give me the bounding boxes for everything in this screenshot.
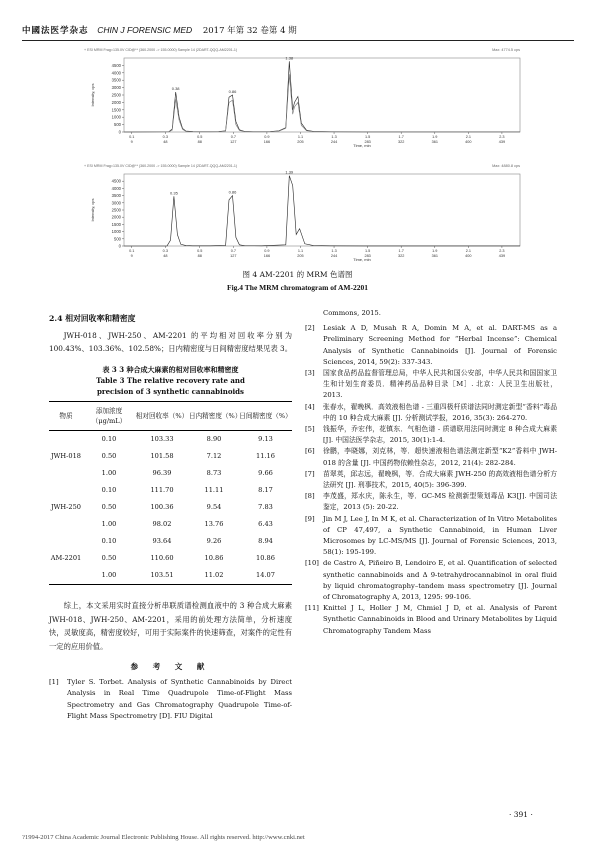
reference-number: [3] (305, 369, 315, 378)
table-cell: 93.64 (152, 536, 172, 545)
table-row (49, 516, 292, 533)
y-tick-label: 4000 (111, 70, 121, 76)
y-tick-label: 3000 (111, 85, 121, 91)
table-header-cell: 物质 (59, 412, 73, 421)
table-cell: 14.07 (256, 570, 275, 579)
plot-frame (124, 174, 520, 246)
table-cell: 98.02 (152, 519, 172, 528)
reference-number: [5] (305, 425, 315, 434)
table-row (49, 465, 292, 482)
x-tick-label-time: 0.9 (264, 135, 270, 139)
reference-item (305, 368, 557, 402)
x-tick-label-time: 0.3 (162, 135, 168, 139)
x-tick-label: 322 (398, 254, 405, 258)
reference-text: 徐鹏，李晓娜，刘克林，等．超快速液相色谱法测定新型“K2”香料中 JWH-018 的含量 [J]. 中国药物依赖性杂志，2012, 21(4): 282-284. (323, 447, 557, 467)
table-cell: 8.17 (258, 485, 273, 494)
table-row (49, 550, 292, 567)
x-tick-label: 322 (398, 140, 405, 144)
table-cell: 13.76 (204, 519, 224, 528)
reference-text: de Castro A, Piñeiro B, Lendoiro E, et al. Quantification of selected synthetic cannabinoids and Δ 9-tetrahydrocannabinol in oral fluid by liquid chromatography–tandem mass spectrometry [J]. Journal of Chromatography A, 2013, 1295: 99-106. (323, 559, 557, 602)
y-tick-label: 1000 (111, 229, 121, 235)
x-tick-label-time: 0.1 (129, 135, 135, 139)
chromatogram-bottom-svg (80, 160, 528, 268)
x-tick-label-time: 2.1 (465, 249, 471, 253)
table-cell: 7.83 (258, 502, 273, 511)
x-tick-label: 48 (163, 140, 168, 144)
table-cell: 100.36 (150, 502, 174, 511)
table-cell: 1.00 (101, 519, 117, 528)
figure-caption-en: Fig.4 The MRM chromatogram of AM-2201 (227, 283, 368, 292)
journal-title-en: CHIN J FORENSIC MED (97, 25, 193, 35)
table-cell: 111.70 (150, 485, 174, 494)
peak-label: 0.86 (228, 189, 237, 195)
x-tick-label: 205 (297, 254, 304, 258)
x-tick-label: 48 (163, 254, 168, 258)
x-tick-label: 166 (263, 254, 271, 258)
reference-item (49, 677, 292, 722)
chart-max-label: Max: 4774.5 cps (492, 48, 520, 52)
reference-item (305, 446, 557, 468)
reference-text: Knittel J L, Holler J M, Chmiel J D, et al. Analysis of Parent Synthetic Cannabinoids in Blood and Urinary Metabolites by Liquid Chromatography Tandem Mass (323, 604, 557, 635)
table-header-row (49, 402, 292, 431)
table-header-cell: 日内精密度（%） (189, 412, 242, 421)
y-tick-label: 3500 (111, 193, 121, 199)
reference-number: [10] (305, 559, 319, 568)
table-cell: 10.86 (256, 553, 275, 562)
x-tick-label-time: 0.9 (264, 249, 270, 253)
section-paragraph: JWH-018、JWH-250、AM-2201 的平均相对回收率分别为 100.43%、103.36%、102.58%；日内精密度与日间精密度结果见表 3。 (49, 330, 292, 354)
table-cell: 0.50 (101, 502, 117, 511)
x-tick-label-time: 0.7 (230, 249, 236, 253)
reference-number: [6] (305, 447, 315, 456)
reference-text: Tyler S. Torbet. Analysis of Synthetic Cannabinoids by Direct Analysis in Real Time Quadrupole Time-of-Flight Mass Spectrometry and Gas Chromatography Quadrupole Time-of-Flight Mass Spectrometry [D]. FIU Digital (67, 678, 292, 720)
table-cell: 110.60 (150, 553, 174, 562)
conclusion-paragraph: 综上，本文采用实时直接分析串联质谱检测血液中的 3 种合成大麻素 JWH-018、JWH-250、AM-2201，采用的前处理方法简单，分析速度快，灵敏度高，精密度较好，可用于实际案件的快速筛查，对案件的定性有一定的应用价值。 (49, 601, 292, 652)
y-tick-label: 1500 (111, 221, 121, 227)
x-tick-label: 205 (297, 140, 304, 144)
table-header-cell: 日间精密度（%） (239, 412, 292, 421)
peak-label: 1.39 (285, 169, 294, 175)
x-tick-label-time: 1.7 (398, 249, 404, 253)
x-tick-label: 283 (364, 254, 371, 258)
table-cell: 96.39 (152, 468, 172, 477)
reference-item (305, 558, 557, 603)
reference-item (305, 424, 557, 446)
table-cell: 11.11 (204, 485, 224, 494)
x-tick-label: 283 (364, 140, 371, 144)
x-tick-label: 88 (197, 140, 202, 144)
x-tick-label: 244 (330, 140, 338, 144)
table-cell: 11.02 (204, 570, 224, 579)
table-cell: 1.00 (101, 570, 117, 579)
right-column (305, 308, 557, 637)
y-tick-label: 2000 (111, 99, 121, 105)
copyright-footer: ?1994-2017 China Academic Journal Electronic Publishing House. All rights reserved. http://www.cnki.net (22, 834, 305, 841)
table-header-cell: 相对回收率（%） (135, 412, 189, 421)
x-tick-label-time: 1.5 (364, 249, 371, 253)
table-cell: 9.26 (206, 536, 222, 545)
y-tick-label: 2500 (111, 207, 121, 213)
x-tick-label-time: 1.7 (398, 135, 404, 139)
y-axis-label: Intensity, cps (90, 83, 95, 107)
reference-number: [11] (305, 604, 319, 613)
reference-text: Commons, 2015. (323, 309, 381, 317)
x-tick-label: 88 (197, 254, 202, 258)
y-tick-label: 4500 (111, 178, 121, 184)
reference-item (305, 402, 557, 424)
substance-name: JWH-018 (51, 451, 81, 460)
table-cell: 8.94 (258, 536, 273, 545)
reference-text: Jin M J, Lee J, In M K, et al. Characterization of In Vitro Metabolites of CP 47,497, a Synthetic Cannabinoid, in Human Liver Microsomes by LC-MS/MS [J]. Journal of Forensic Sciences, 2013, 58(1): 195-199. (323, 514, 557, 557)
chromatogram-bottom (80, 160, 528, 268)
x-tick-label-time: 1.3 (331, 249, 337, 253)
x-tick-label-time: 1.1 (297, 135, 304, 139)
x-tick-label-time: 0.5 (197, 135, 203, 139)
series-line (124, 176, 520, 246)
x-tick-label-time: 2.3 (499, 249, 505, 253)
reference-text: 钱振华，乔宏伟，花镇东．气相色谱 - 质谱联用法同时测定 8 种合成大麻素 [J]. 中国法医学杂志，2015, 30(1):1-4. (323, 425, 557, 445)
reference-text: 苗翠英，邱志远，翟晚枫，等．合成大麻素 JWH-250 的高效液相色谱分析方法研究 [J]. 刑事技术，2015, 40(5): 396-399. (323, 469, 557, 490)
y-tick-label: 2000 (111, 214, 121, 220)
x-tick-label-time: 1.1 (297, 249, 304, 253)
y-tick-label: 3000 (111, 200, 121, 206)
chart-header-text: + ESI MRM Frag=135.0V CID@** (360.2000 -> 155.0000) Sample 14 (2DART-QQQ-AM2201-1) (84, 164, 238, 168)
section-title: 2.4 相对回收率和精密度 (49, 314, 136, 323)
x-tick-label-time: 1.5 (364, 135, 371, 139)
x-tick-label-time: 0.5 (197, 249, 203, 253)
journal-title-cn: 中國法医学杂志 (22, 26, 89, 36)
peak-label: 0.86 (228, 89, 237, 94)
chromatogram-top-svg (80, 44, 528, 154)
x-tick-label-time: 0.1 (129, 249, 135, 253)
x-tick-label: 361 (431, 140, 438, 144)
x-tick-label-time: 2.1 (465, 135, 471, 139)
running-header (22, 24, 574, 40)
plot-frame (124, 58, 520, 132)
table-row (49, 567, 292, 585)
references-title: 参 考 文 献 (130, 661, 211, 671)
reference-item (305, 323, 557, 368)
figure-caption-cn: 图 4 AM-2201 的 MRM 色谱图 (242, 270, 353, 279)
x-tick-label: 9 (130, 254, 133, 258)
y-tick-label: 500 (114, 122, 121, 128)
x-tick-label-time: 1.3 (331, 135, 337, 139)
peak-label: 0.35 (170, 190, 178, 196)
y-axis-label: Intensity, cps (90, 198, 95, 222)
table-cell: 0.10 (101, 434, 117, 443)
table-cell: 9.66 (258, 468, 273, 477)
table-cell: 0.50 (101, 553, 117, 562)
chart-max-label: Max: 4880.8 cps (492, 164, 520, 168)
x-tick-label: 166 (263, 140, 271, 144)
reference-text: 张春水，翟晚枫．高效液相色谱 - 三重四极杆质谱法同时测定新型“香料”毒品中的 10 种合成大麻素 [J]. 分析测试学报，2016, 35(3): 264-270. (323, 402, 557, 422)
table-caption-cn: 表 3 3 种合成大麻素的相对回收率和精密度 (102, 364, 239, 374)
x-tick-label: 127 (230, 254, 237, 258)
reference-number: [7] (305, 469, 315, 478)
table-row (49, 482, 292, 499)
table-cell: 1.00 (101, 468, 117, 477)
table-row (49, 499, 292, 516)
reference-continuation (305, 308, 557, 319)
header-rule (22, 40, 574, 41)
table-cell: 7.12 (206, 451, 222, 460)
y-tick-label: 1500 (111, 107, 121, 113)
x-tick-label: 9 (130, 140, 133, 144)
results-table (49, 401, 292, 585)
x-tick-label: 400 (465, 140, 472, 144)
y-tick-label: 4500 (111, 62, 121, 68)
y-tick-label: 0 (118, 243, 121, 249)
reference-number: [8] (305, 492, 315, 501)
page-number: · 391 · (509, 810, 533, 819)
reference-number: [4] (305, 402, 315, 411)
x-tick-label-time: 1.9 (432, 249, 438, 253)
table-cell: 9.13 (258, 434, 273, 443)
x-axis-label: Time, min (353, 257, 371, 262)
table-row (49, 533, 292, 550)
y-tick-label: 4000 (111, 185, 121, 191)
table-cell: 6.43 (258, 519, 273, 528)
left-column (49, 308, 292, 722)
table-cell: 0.50 (101, 451, 117, 460)
reference-item (305, 603, 557, 637)
x-tick-label: 439 (498, 254, 506, 258)
peak-label: 0.38 (171, 86, 180, 92)
table-row (49, 431, 292, 449)
series-line (124, 74, 520, 132)
y-tick-label: 1000 (111, 114, 121, 120)
peak-label: 1.38 (285, 55, 294, 61)
table-cell: 0.10 (101, 485, 117, 494)
x-tick-label-time: 2.3 (499, 135, 505, 139)
table-cell: 11.16 (256, 451, 275, 460)
table-cell: 101.58 (150, 451, 174, 460)
table-header-cell: 添加浓度（μg/mL） (91, 407, 127, 426)
x-tick-label: 244 (330, 254, 338, 258)
y-tick-label: 2500 (111, 92, 121, 98)
x-tick-label-time: 0.7 (230, 135, 236, 139)
table-row (49, 448, 292, 465)
chart-header-text: + ESI MRM Frag=135.0V CID@** (360.2000 -> 155.0000) Sample 14 (2DART-QQQ-AM2201-1) (84, 48, 238, 52)
x-axis-label: Time, min (353, 143, 371, 148)
reference-number: [9] (305, 514, 315, 523)
x-tick-label-time: 0.3 (162, 249, 168, 253)
reference-item (305, 514, 557, 559)
table-caption-en: Table 3 The relative recovery rate and precision of 3 synthetic cannabinoids (96, 376, 245, 396)
reference-text: 国家食品药品监督管理总局，中华人民共和国公安部，中华人民共和国国家卫生和计划生育委员．精神药品品种目录［M］. 北京：人民卫生出版社，2013. (323, 369, 557, 400)
y-tick-label: 500 (114, 236, 121, 242)
table-cell: 10.86 (204, 553, 224, 562)
y-tick-label: 0 (118, 129, 121, 135)
table-cell: 9.54 (206, 502, 222, 511)
reference-number: [1] (49, 678, 59, 687)
reference-item (305, 491, 557, 513)
x-tick-label: 439 (498, 140, 506, 144)
reference-number: [2] (305, 324, 315, 333)
x-tick-label-time: 1.9 (432, 135, 438, 139)
y-tick-label: 3500 (111, 77, 121, 83)
reference-text: Lesiak A D, Musah R A, Domin M A, et al. DART-MS as a Preliminary Screening Method for “Herbal Incense”: Chemical Analysis of Synthetic Cannabinoids [J]. Journal of Forensic Sciences, 2014, 59(2): 337-343. (323, 324, 557, 366)
issue-info: 2017 年第 32 卷第 4 期 (202, 26, 297, 36)
substance-name: AM-2201 (50, 553, 82, 562)
table-cell: 0.10 (101, 536, 117, 545)
table-cell: 103.33 (150, 434, 174, 443)
series-line (124, 61, 520, 132)
table-cell: 8.90 (206, 434, 222, 443)
table-cell: 8.73 (206, 468, 222, 477)
reference-text: 李茂盛，郑水庆，陈永生，等．GC-MS 检测新型策划毒品 K3[J]. 中国司法鉴定，2013 (5): 20-22. (323, 492, 557, 512)
x-tick-label: 127 (230, 140, 237, 144)
chromatogram-top (80, 44, 528, 154)
substance-name: JWH-250 (51, 502, 81, 511)
reference-item (305, 469, 557, 491)
x-tick-label: 361 (431, 254, 438, 258)
table-cell: 103.51 (150, 570, 174, 579)
x-tick-label: 400 (465, 254, 472, 258)
